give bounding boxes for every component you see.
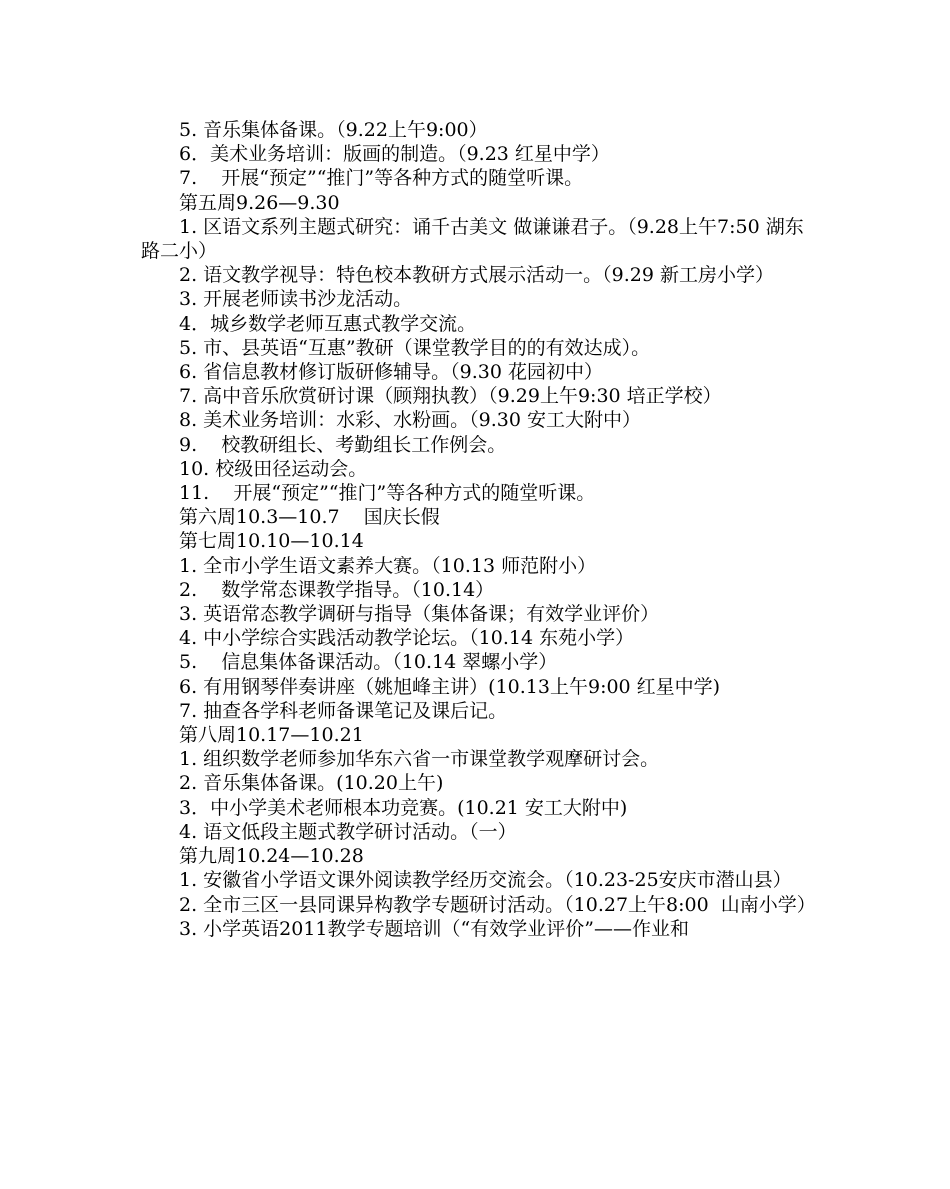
text-line: 2. 音乐集体备课。(10.20上午)	[179, 772, 444, 795]
text-line: 2. 数学常态课教学指导。（10.14）	[179, 578, 495, 601]
text-line: 1. 组织数学老师参加华东六省一市课堂教学观摩研讨会。	[179, 748, 660, 771]
text-line: 10. 校级田径运动会。	[179, 457, 368, 480]
text-line: 4．城乡数学老师互惠式教学交流。	[179, 312, 477, 335]
text-line: 4. 语文低段主题式教学研讨活动。（一）	[179, 820, 517, 843]
text-line: 7. 开展“预定”“推门”等各种方式的随堂听课。	[179, 167, 584, 190]
text-line: 2. 语文教学视导：特色校本教研方式展示活动一。（9.29 新工房小学）	[179, 264, 775, 287]
text-line: 9. 校教研组长、考勤组长工作例会。	[179, 433, 507, 456]
text-line: 6. 省信息教材修订版研修辅导。（9.30 花园初中）	[179, 361, 604, 384]
text-line: 8. 美术业务培训：水彩、水粉画。（9.30 安工大附中）	[179, 409, 642, 432]
text-line: 5. 市、县英语“互惠”教研（课堂教学目的的有效达成）。	[179, 336, 651, 359]
text-line: 5. 信息集体备课活动。（10.14 翠螺小学）	[179, 651, 558, 674]
text-line: 5. 音乐集体备课。（9.22上午9:00）	[179, 119, 488, 141]
text-line: 6. 有用钢琴伴奏讲座（姚旭峰主讲）(10.13上午9:00 红星中学)	[179, 675, 721, 698]
week-heading: 第九周10.24—10.28	[179, 845, 364, 868]
text-line: 7. 抽查各学科老师备课笔记及课后记。	[179, 699, 508, 722]
text-line: 1. 区语文系列主题式研究：诵千古美文 做谦谦君子。（9.28上午7:50 湖东路二小）	[141, 215, 804, 263]
text-line: 7. 高中音乐欣赏研讨课（顾翔执教）（9.29上午9:30 培正学校）	[179, 385, 722, 408]
text-line: 11. 开展“预定”“推门”等各种方式的随堂听课。	[179, 482, 596, 505]
text-line: 3. 开展老师读书沙龙活动。	[179, 288, 413, 311]
text-line: 1. 安徽省小学语文课外阅读教学经历交流会。（10.23-25安庆市潜山县）	[179, 869, 792, 892]
text-line: 3. 小学英语2011教学专题培训（“有效学业评价”——作业和	[179, 917, 689, 940]
week-heading: 第七周10.10—10.14	[179, 530, 364, 553]
text-line: 6．美术业务培训：版画的制造。（9.23 红星中学）	[179, 143, 610, 166]
text-line: 4. 中小学综合实践活动教学论坛。（10.14 东苑小学）	[179, 627, 635, 650]
text-line: 3．中小学美术老师根本功竞赛。(10.21 安工大附中)	[179, 796, 628, 819]
text-line: 2. 全市三区一县同课异构教学专题研讨活动。（10.27上午8:00 山南小学）	[179, 893, 816, 916]
text-line: 1. 全市小学生语文素养大赛。（10.13 师范附小）	[179, 554, 597, 577]
document-body	[141, 118, 816, 941]
week-heading: 第六周10.3—10.7 国庆长假	[179, 506, 440, 529]
text-line: 3. 英语常态教学调研与指导（集体备课；有效学业评价）	[179, 603, 660, 626]
week-heading: 第八周10.17—10.21	[179, 724, 364, 747]
week-heading: 第五周9.26—9.30	[179, 191, 340, 214]
